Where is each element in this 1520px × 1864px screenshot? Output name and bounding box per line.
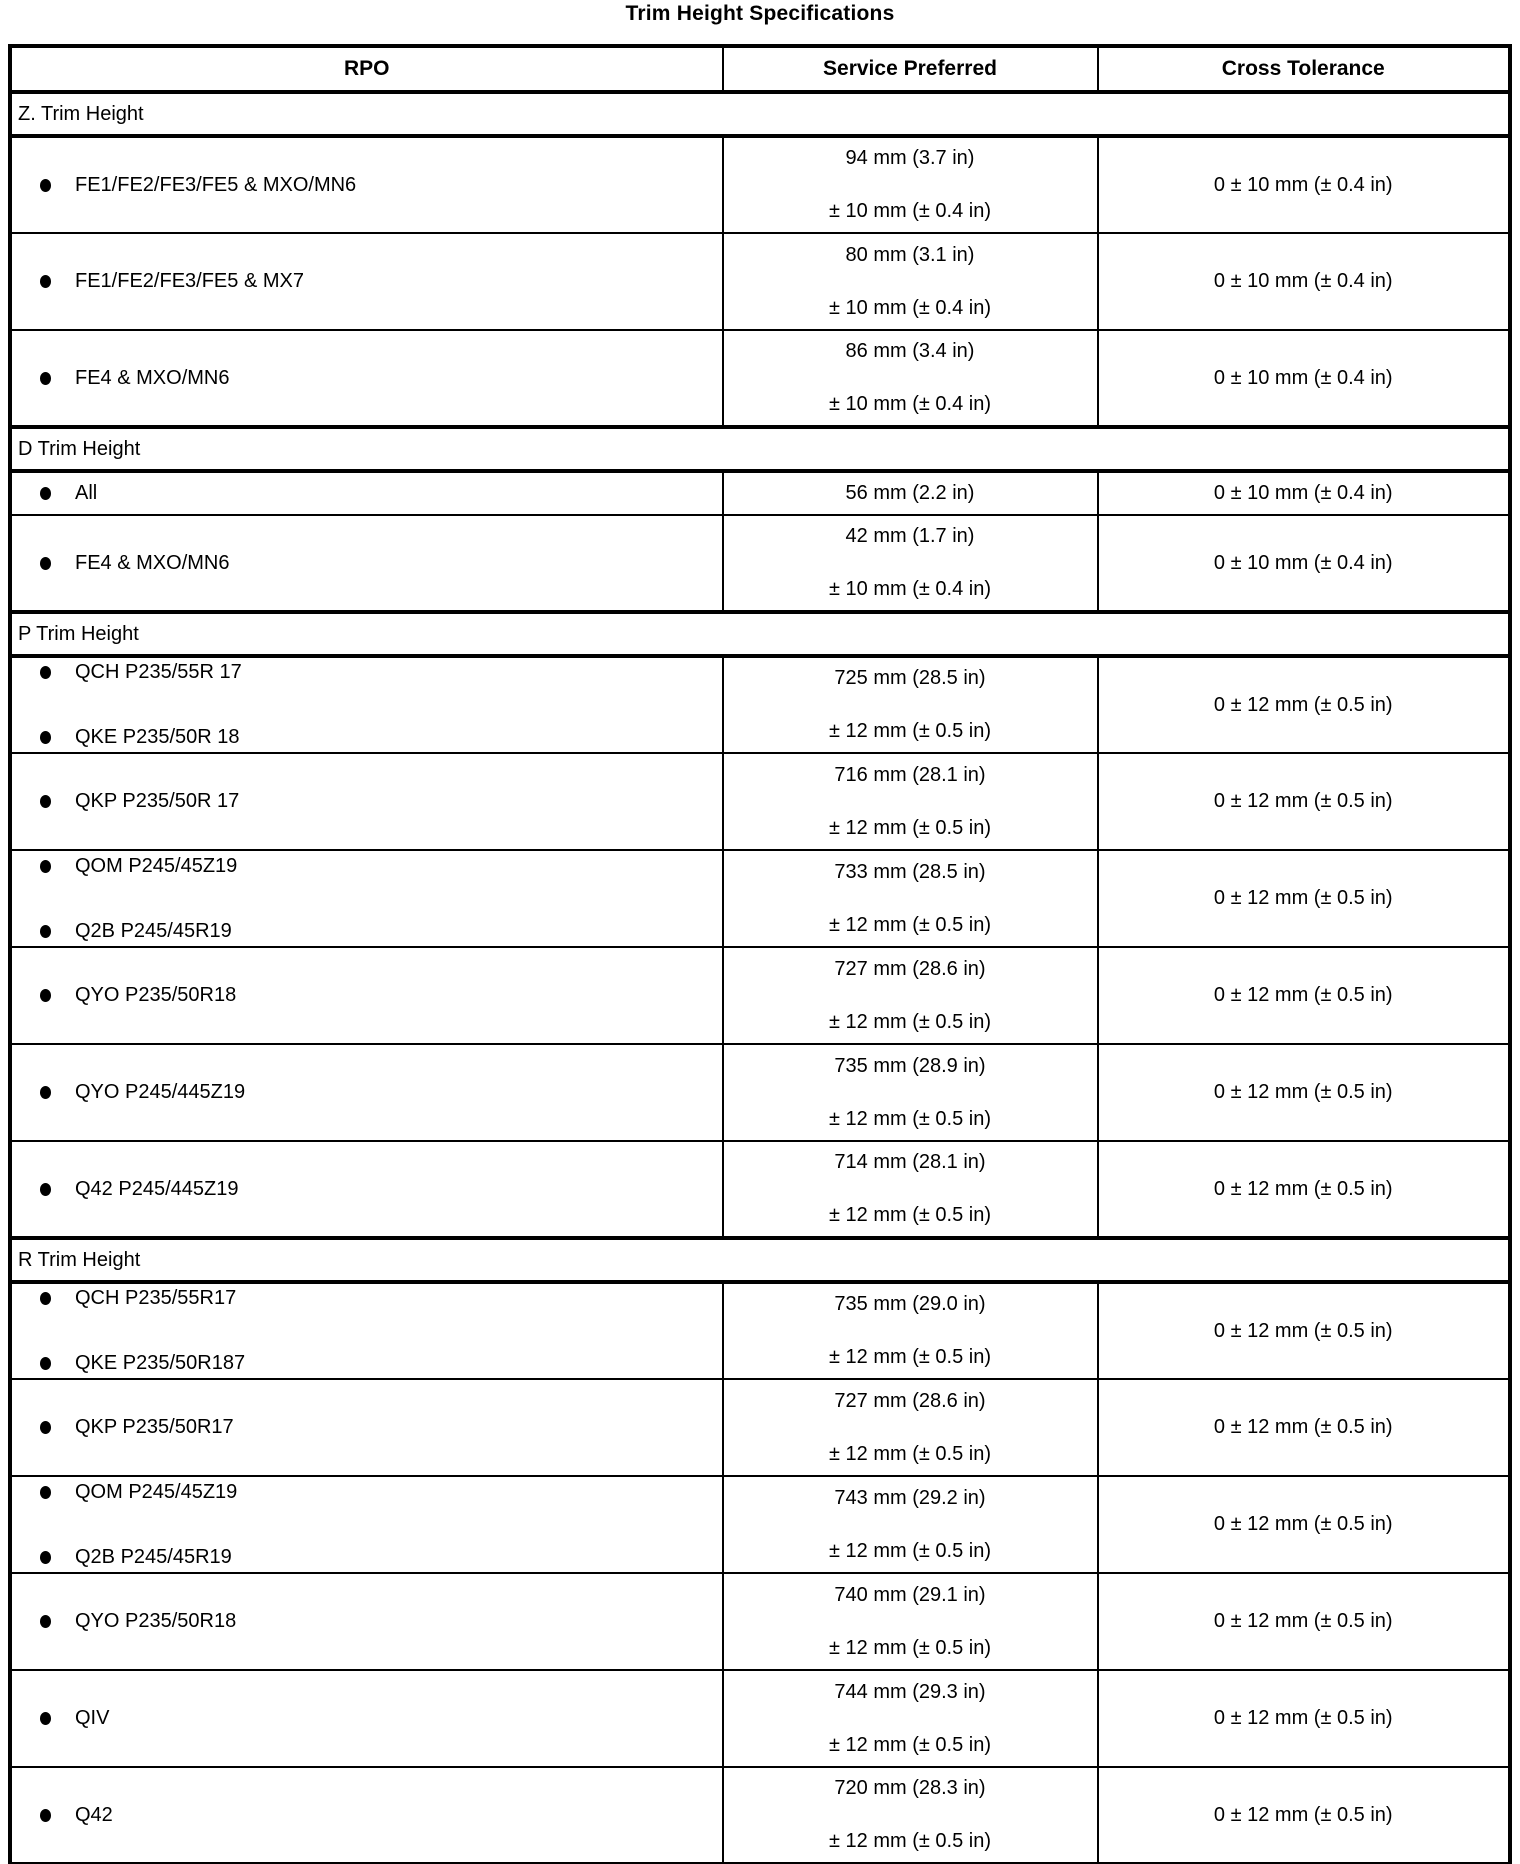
bullet-icon xyxy=(40,1486,51,1499)
bullet-icon xyxy=(40,795,51,808)
service-preferred-cell xyxy=(723,850,1098,947)
rpo-item xyxy=(40,1546,722,1569)
bullet-icon xyxy=(40,666,51,679)
rpo-item xyxy=(40,1081,722,1104)
table-row xyxy=(10,1573,1510,1670)
service-preferred-value: 740 mm (29.1 in) xyxy=(834,1583,986,1606)
bullet-icon xyxy=(40,275,51,288)
table-row xyxy=(10,753,1510,850)
bullet-icon xyxy=(40,1712,51,1725)
bullet-icon xyxy=(40,1551,51,1564)
bullet-icon xyxy=(40,1421,51,1434)
cross-tolerance-cell: 0 ± 10 mm (± 0.4 in) xyxy=(1098,515,1511,612)
table-row xyxy=(10,515,1510,612)
rpo-label: QKP P235/50R 17 xyxy=(75,790,240,812)
service-preferred-value: 86 mm (3.4 in) xyxy=(845,340,975,362)
cross-tolerance-cell: 0 ± 12 mm (± 0.5 in) xyxy=(1098,1573,1511,1670)
service-preferred-cell xyxy=(723,1282,1098,1379)
cross-tolerance-cell: 0 ± 12 mm (± 0.5 in) xyxy=(1098,1141,1511,1238)
table-row xyxy=(10,233,1510,330)
cross-tolerance-cell: 0 ± 10 mm (± 0.4 in) xyxy=(1098,330,1511,427)
service-preferred-value: 720 mm (28.3 in) xyxy=(834,1777,986,1799)
service-preferred-value: ± 12 mm (± 0.5 in) xyxy=(829,1539,991,1562)
rpo-item xyxy=(40,270,722,293)
cross-tolerance-cell: 0 ± 12 mm (± 0.5 in) xyxy=(1098,1044,1511,1141)
service-preferred-cell xyxy=(723,330,1098,427)
table-row xyxy=(10,947,1510,1044)
table-row xyxy=(10,1670,1510,1767)
service-preferred-value: 94 mm (3.7 in) xyxy=(845,147,975,169)
rpo-label: Q2B P245/45R19 xyxy=(75,1545,232,1568)
cross-tolerance-cell: 0 ± 12 mm (± 0.5 in) xyxy=(1098,850,1511,947)
bullet-icon xyxy=(40,487,51,500)
service-preferred-value: ± 12 mm (± 0.5 in) xyxy=(829,1346,991,1368)
service-preferred-cell xyxy=(723,515,1098,612)
spec-table-body xyxy=(10,92,1510,1864)
rpo-item xyxy=(40,1416,722,1439)
service-preferred-value: ± 10 mm (± 0.4 in) xyxy=(829,296,991,319)
bullet-icon xyxy=(40,1357,51,1370)
bullet-icon xyxy=(40,925,51,938)
bullet-icon xyxy=(40,1615,51,1628)
service-preferred-cell xyxy=(723,136,1098,233)
rpo-item xyxy=(40,661,722,684)
rpo-item xyxy=(40,984,722,1007)
rpo-cell xyxy=(10,1767,723,1864)
rpo-item xyxy=(40,1610,722,1633)
service-preferred-value: ± 10 mm (± 0.4 in) xyxy=(829,200,991,222)
rpo-item xyxy=(40,855,722,878)
service-preferred-cell xyxy=(723,233,1098,330)
rpo-cell xyxy=(10,947,723,1044)
service-preferred-value: ± 12 mm (± 0.5 in) xyxy=(829,913,991,936)
rpo-item xyxy=(40,1707,722,1730)
table-row xyxy=(10,1141,1510,1238)
rpo-item xyxy=(40,1287,722,1310)
rpo-label: FE4 & MXO/MN6 xyxy=(75,366,230,389)
service-preferred-value: 733 mm (28.5 in) xyxy=(834,860,986,883)
rpo-item xyxy=(40,920,722,943)
page-title: Trim Height Specifications xyxy=(625,2,895,25)
service-preferred-value: 727 mm (28.6 in) xyxy=(834,1389,986,1412)
service-preferred-value: 80 mm (3.1 in) xyxy=(845,243,975,266)
table-row xyxy=(10,850,1510,947)
section-title: P Trim Height xyxy=(10,612,1510,656)
service-preferred-cell xyxy=(723,1379,1098,1476)
rpo-label: QKE P235/50R187 xyxy=(75,1352,246,1374)
table-row xyxy=(10,136,1510,233)
rpo-label: Q2B P245/45R19 xyxy=(75,919,232,942)
service-preferred-cell xyxy=(723,1767,1098,1864)
bullet-icon xyxy=(40,372,51,385)
bullet-icon xyxy=(40,731,51,744)
trim-height-spec-table xyxy=(8,44,1512,1864)
service-preferred-value: 714 mm (28.1 in) xyxy=(834,1151,986,1173)
service-preferred-value: ± 10 mm (± 0.4 in) xyxy=(829,578,991,600)
rpo-label: QYO P235/50R18 xyxy=(75,1610,237,1632)
bullet-icon xyxy=(40,1183,51,1196)
bullet-icon xyxy=(40,1086,51,1099)
service-preferred-cell xyxy=(723,1573,1098,1670)
cross-tolerance-cell: 0 ± 10 mm (± 0.4 in) xyxy=(1098,471,1511,515)
rpo-item xyxy=(40,1178,722,1201)
rpo-cell xyxy=(10,330,723,427)
rpo-cell xyxy=(10,1379,723,1476)
service-preferred-cell xyxy=(723,471,1098,515)
service-preferred-value: ± 12 mm (± 0.5 in) xyxy=(829,720,991,742)
service-preferred-value: 725 mm (28.5 in) xyxy=(834,667,986,689)
cross-tolerance-cell: 0 ± 10 mm (± 0.4 in) xyxy=(1098,233,1511,330)
rpo-label: QCH P235/55R 17 xyxy=(75,661,242,683)
service-preferred-value: ± 12 mm (± 0.5 in) xyxy=(829,1010,991,1033)
rpo-label: FE4 & MXO/MN6 xyxy=(75,551,230,574)
header-row xyxy=(10,46,1510,92)
section-header-row xyxy=(10,427,1510,471)
service-preferred-cell xyxy=(723,656,1098,753)
rpo-item xyxy=(40,790,722,813)
service-preferred-value: 744 mm (29.3 in) xyxy=(834,1680,986,1703)
rpo-label: FE1/FE2/FE3/FE5 & MX7 xyxy=(75,270,304,292)
section-title: Z. Trim Height xyxy=(10,92,1510,136)
rpo-cell xyxy=(10,1573,723,1670)
service-preferred-value: 727 mm (28.6 in) xyxy=(834,957,986,980)
cross-tolerance-cell: 0 ± 12 mm (± 0.5 in) xyxy=(1098,1282,1511,1379)
service-preferred-value: ± 12 mm (± 0.5 in) xyxy=(829,1830,991,1852)
rpo-label: Q42 xyxy=(75,1803,113,1826)
rpo-label: Q42 P245/445Z19 xyxy=(75,1177,239,1200)
service-preferred-value: ± 12 mm (± 0.5 in) xyxy=(829,1107,991,1130)
service-preferred-cell xyxy=(723,753,1098,850)
rpo-cell xyxy=(10,753,723,850)
rpo-label: QIV xyxy=(75,1707,110,1729)
section-title: R Trim Height xyxy=(10,1238,1510,1282)
rpo-item xyxy=(40,552,722,575)
bullet-icon xyxy=(40,557,51,570)
rpo-label: QYO P235/50R18 xyxy=(75,984,237,1006)
rpo-label: QKP P235/50R17 xyxy=(75,1416,234,1438)
cross-tolerance-cell: 0 ± 12 mm (± 0.5 in) xyxy=(1098,1476,1511,1573)
rpo-cell xyxy=(10,136,723,233)
column-header-service-preferred: Service Preferred xyxy=(723,46,1098,92)
service-preferred-value: 743 mm (29.2 in) xyxy=(834,1486,986,1509)
service-preferred-value: ± 10 mm (± 0.4 in) xyxy=(829,393,991,415)
cross-tolerance-cell: 0 ± 12 mm (± 0.5 in) xyxy=(1098,656,1511,753)
cross-tolerance-cell: 0 ± 12 mm (± 0.5 in) xyxy=(1098,753,1511,850)
bullet-icon xyxy=(40,1292,51,1305)
service-preferred-value: 735 mm (28.9 in) xyxy=(834,1054,986,1077)
rpo-item xyxy=(40,1804,722,1827)
rpo-item xyxy=(40,1481,722,1504)
rpo-cell xyxy=(10,850,723,947)
cross-tolerance-cell: 0 ± 10 mm (± 0.4 in) xyxy=(1098,136,1511,233)
service-preferred-cell xyxy=(723,1476,1098,1573)
table-row xyxy=(10,330,1510,427)
rpo-cell xyxy=(10,656,723,753)
service-preferred-value: ± 12 mm (± 0.5 in) xyxy=(829,816,991,839)
rpo-cell xyxy=(10,471,723,515)
rpo-cell xyxy=(10,1141,723,1238)
bullet-icon xyxy=(40,989,51,1002)
rpo-label: QCH P235/55R17 xyxy=(75,1287,237,1309)
table-row xyxy=(10,471,1510,515)
table-row xyxy=(10,656,1510,753)
rpo-item xyxy=(40,174,722,197)
rpo-label: QKE P235/50R 18 xyxy=(75,726,240,748)
service-preferred-cell xyxy=(723,1141,1098,1238)
service-preferred-value: ± 12 mm (± 0.5 in) xyxy=(829,1204,991,1226)
bullet-icon xyxy=(40,1809,51,1822)
service-preferred-cell xyxy=(723,1044,1098,1141)
bullet-icon xyxy=(40,179,51,192)
rpo-item xyxy=(40,367,722,390)
service-preferred-value: 42 mm (1.7 in) xyxy=(845,525,975,547)
rpo-item xyxy=(40,482,722,505)
table-row xyxy=(10,1044,1510,1141)
rpo-cell xyxy=(10,1282,723,1379)
rpo-cell xyxy=(10,1670,723,1767)
bullet-icon xyxy=(40,860,51,873)
service-preferred-cell xyxy=(723,1670,1098,1767)
table-header xyxy=(10,46,1510,92)
section-header-row xyxy=(10,1238,1510,1282)
service-preferred-value: ± 12 mm (± 0.5 in) xyxy=(829,1442,991,1465)
section-title: D Trim Height xyxy=(10,427,1510,471)
column-header-rpo: RPO xyxy=(10,46,723,92)
rpo-cell xyxy=(10,1476,723,1573)
rpo-label: QYO P245/445Z19 xyxy=(75,1081,246,1103)
cross-tolerance-cell: 0 ± 12 mm (± 0.5 in) xyxy=(1098,1379,1511,1476)
service-preferred-value: ± 12 mm (± 0.5 in) xyxy=(829,1636,991,1659)
table-row xyxy=(10,1379,1510,1476)
table-row xyxy=(10,1476,1510,1573)
rpo-cell xyxy=(10,233,723,330)
table-row xyxy=(10,1767,1510,1864)
rpo-cell xyxy=(10,1044,723,1141)
section-header-row xyxy=(10,612,1510,656)
service-preferred-value: 56 mm (2.2 in) xyxy=(845,482,975,504)
rpo-item xyxy=(40,1352,722,1375)
rpo-label: FE1/FE2/FE3/FE5 & MXO/MN6 xyxy=(75,173,357,196)
cross-tolerance-cell: 0 ± 12 mm (± 0.5 in) xyxy=(1098,1767,1511,1864)
section-header-row xyxy=(10,92,1510,136)
rpo-item xyxy=(40,726,722,749)
cross-tolerance-cell: 0 ± 12 mm (± 0.5 in) xyxy=(1098,947,1511,1044)
cross-tolerance-cell: 0 ± 12 mm (± 0.5 in) xyxy=(1098,1670,1511,1767)
rpo-label: QOM P245/45Z19 xyxy=(75,854,238,877)
rpo-label: All xyxy=(75,482,98,504)
service-preferred-value: 716 mm (28.1 in) xyxy=(834,763,986,786)
table-row xyxy=(10,1282,1510,1379)
service-preferred-value: ± 12 mm (± 0.5 in) xyxy=(829,1733,991,1756)
column-header-cross-tolerance: Cross Tolerance xyxy=(1098,46,1511,92)
service-preferred-value: 735 mm (29.0 in) xyxy=(834,1293,986,1315)
rpo-cell xyxy=(10,515,723,612)
rpo-label: QOM P245/45Z19 xyxy=(75,1480,238,1503)
service-preferred-cell xyxy=(723,947,1098,1044)
